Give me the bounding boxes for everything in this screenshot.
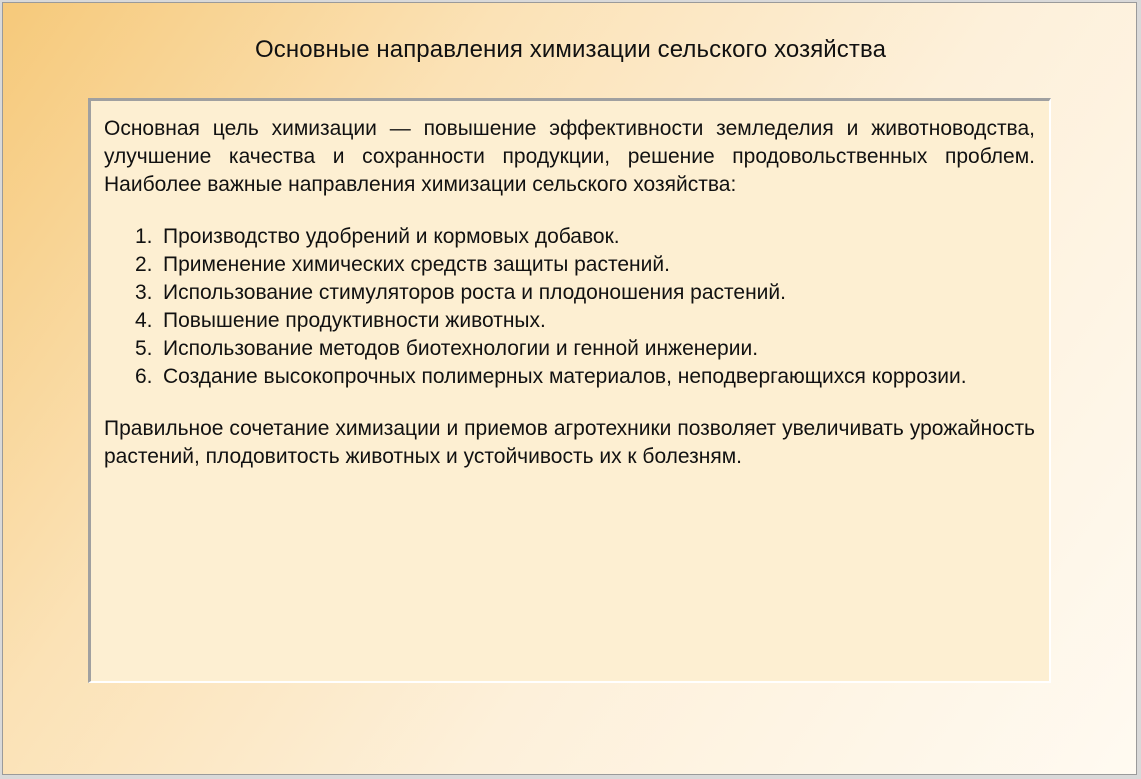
list-item-text: Применение химических средств защиты растений.: [163, 253, 670, 276]
list-item-number: 1.: [135, 225, 153, 248]
list-item: [104, 279, 1035, 307]
list-item: [104, 307, 1035, 335]
list-item-number: 3.: [135, 281, 153, 304]
list-item-text: Производство удобрений и кормовых добавок.: [163, 225, 620, 248]
list-item-number: 5.: [135, 337, 153, 360]
list-item: [104, 251, 1035, 279]
list-item-number: 4.: [135, 309, 153, 332]
list-item-text: Создание высокопрочных полимерных материалов, неподвергающихся коррозии.: [163, 365, 967, 388]
list-item: [104, 335, 1035, 363]
list-item-number: 6.: [135, 365, 153, 388]
list-item-text: Повышение продуктивности животных.: [163, 309, 546, 332]
list-item-text: Использование стимуляторов роста и плодоношения растений.: [163, 281, 786, 304]
slide: [2, 2, 1137, 775]
intro-paragraph: Основная цель химизации — повышение эффективности земледелия и животноводства, улучшение качества и сохранности продукции, решение продовольственных проблем. Наиболее важные направления химизации сельского хозяйства:: [104, 117, 1035, 196]
list-item: [104, 363, 1035, 391]
slide-title: Основные направления химизации сельского хозяйства: [254, 36, 887, 63]
list-item: [104, 223, 1035, 251]
directions-list: [104, 223, 1035, 391]
conclusion-paragraph: Правильное сочетание химизации и приемов агротехники позволяет увеличивать урожайность растений, плодовитость животных и устойчивость их к болезням.: [104, 417, 1035, 468]
content-box: [88, 98, 1051, 683]
list-item-number: 2.: [135, 253, 153, 276]
list-item-text: Использование методов биотехнологии и генной инженерии.: [163, 337, 759, 360]
